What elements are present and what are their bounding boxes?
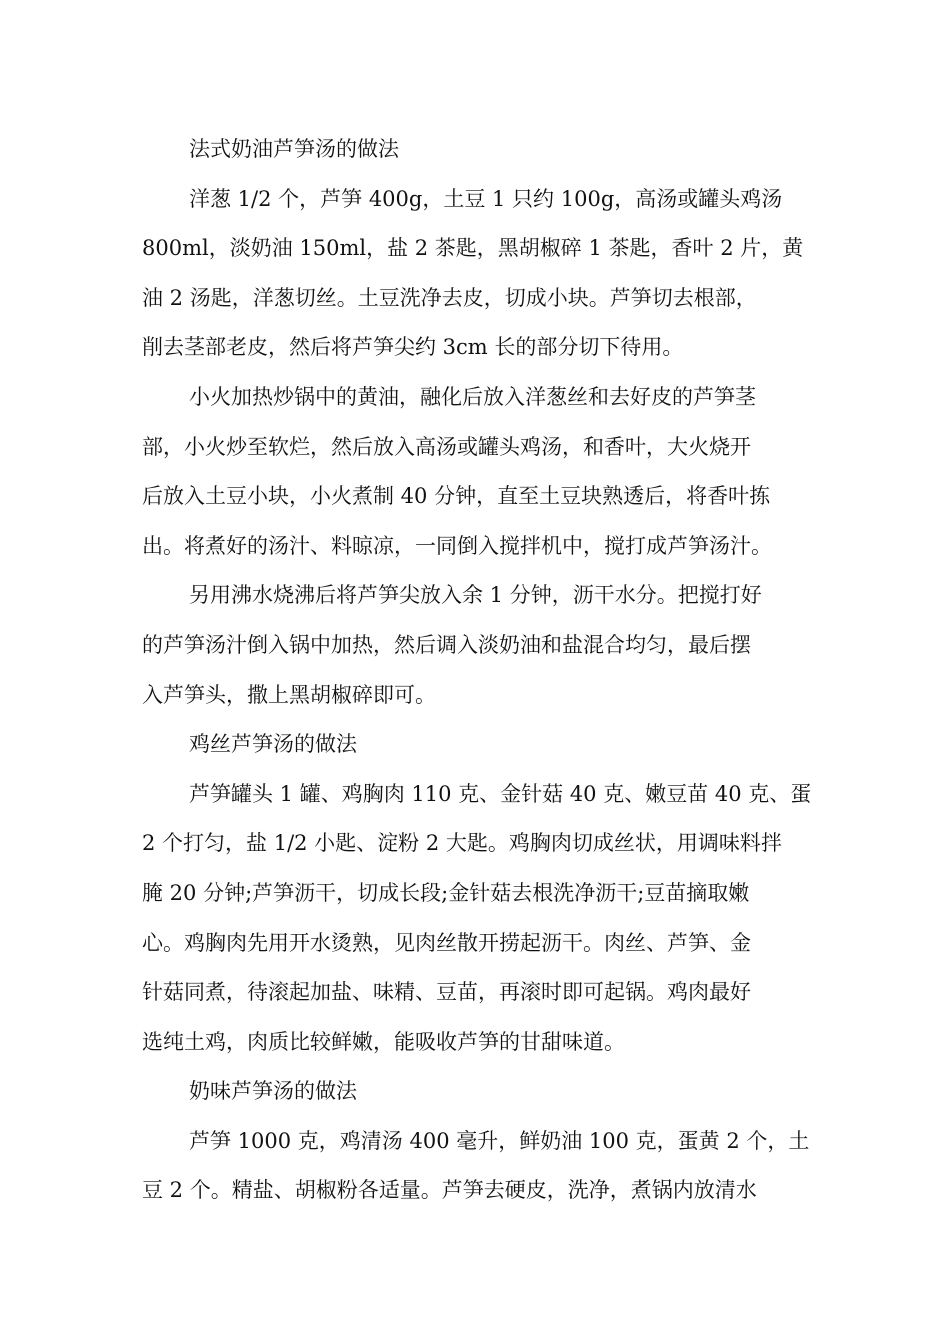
paragraph-line: 洋葱 1/2 个，芦笋 400g，土豆 1 只约 100g，高汤或罐头鸡汤 (189, 186, 783, 211)
paragraph-line: 出。将煮好的汤汁、料晾凉，一同倒入搅拌机中，搅打成芦笋汤汁。 (142, 533, 772, 558)
paragraph-line: 800ml，淡奶油 150ml，盐 2 茶匙，黑胡椒碎 1 茶匙，香叶 2 片，黄 (142, 236, 804, 261)
paragraph-line: 油 2 汤匙，洋葱切丝。土豆洗净去皮，切成小块。芦笋切去根部， (142, 285, 757, 310)
document-body (142, 125, 812, 1216)
section-heading-milky-asparagus-soup: 奶味芦笋汤的做法 (189, 1079, 357, 1104)
paragraph-line: 的芦笋汤汁倒入锅中加热，然后调入淡奶油和盐混合均匀，最后摆 (142, 632, 751, 657)
paragraph-line: 心。鸡胸肉先用开水烫熟，见肉丝散开捞起沥干。肉丝、芦笋、金 (142, 930, 751, 955)
paragraph-line: 削去茎部老皮，然后将芦笋尖约 3cm 长的部分切下待用。 (142, 335, 684, 360)
section-heading-chicken-shred-asparagus-soup: 鸡丝芦笋汤的做法 (189, 732, 357, 757)
paragraph-line: 2 个打匀，盐 1/2 小匙、淀粉 2 大匙。鸡胸肉切成丝状，用调味料拌 (142, 831, 782, 856)
paragraph-line: 针菇同煮，待滚起加盐、味精、豆苗，再滚时即可起锅。鸡肉最好 (142, 980, 751, 1005)
paragraph-line: 芦笋 1000 克，鸡清汤 400 毫升，鲜奶油 100 克，蛋黄 2 个，土 (189, 1128, 810, 1153)
paragraph-line: 小火加热炒锅中的黄油，融化后放入洋葱丝和去好皮的芦笋茎 (189, 384, 756, 409)
paragraph-line: 入芦笋头，撒上黑胡椒碎即可。 (142, 682, 436, 707)
paragraph-line: 选纯土鸡，肉质比较鲜嫩，能吸收芦笋的甘甜味道。 (142, 1029, 625, 1054)
paragraph-line: 后放入土豆小块，小火煮制 40 分钟，直至土豆块熟透后，将香叶拣 (142, 484, 771, 509)
paragraph-line: 部，小火炒至软烂，然后放入高汤或罐头鸡汤，和香叶，大火烧开 (142, 434, 751, 459)
paragraph-line: 芦笋罐头 1 罐、鸡胸肉 110 克、金针菇 40 克、嫩豆苗 40 克、蛋 (189, 781, 812, 806)
section-heading-french-cream-asparagus-soup: 法式奶油芦笋汤的做法 (189, 137, 399, 161)
paragraph-line: 腌 20 分钟;芦笋沥干，切成长段;金针菇去根洗净沥干;豆苗摘取嫩 (142, 880, 750, 905)
paragraph-line: 另用沸水烧沸后将芦笋尖放入余 1 分钟，沥干水分。把搅打好 (189, 583, 762, 608)
paragraph-line: 豆 2 个。精盐、胡椒粉各适量。芦笋去硬皮，洗净，煮锅内放清水 (142, 1178, 757, 1203)
